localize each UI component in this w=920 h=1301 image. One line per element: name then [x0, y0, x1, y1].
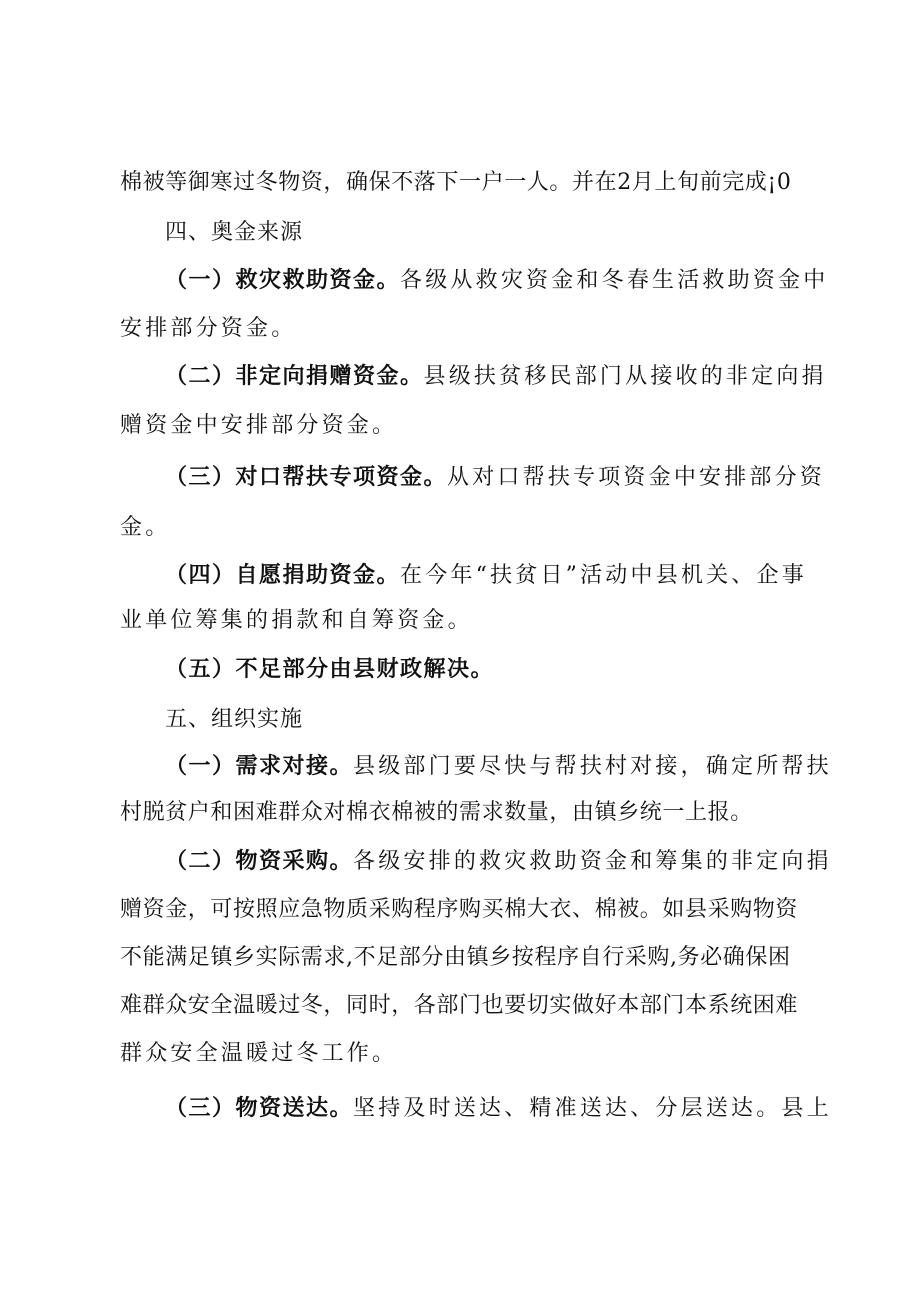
item-body: 各级从救灾资金和冬春生活救助资金中	[400, 268, 829, 293]
paragraph-line: 群众安全温暖过冬工作。	[120, 1041, 398, 1066]
paragraph-funding-1	[165, 266, 829, 296]
section-heading-funding-source: 四、奥金来源	[165, 220, 304, 245]
paragraph-line: 村脱贫户和困难群众对棉衣棉被的需求数量，由镇乡统一上报。	[120, 800, 753, 825]
paragraph-funding-3	[165, 463, 826, 493]
item-body: 县级部门要尽快与帮扶村对接，确定所帮扶	[353, 754, 832, 779]
paragraph-implementation-3	[165, 1094, 832, 1124]
paragraph-line: 安排部分资金。	[120, 316, 297, 341]
paragraph-implementation-2	[165, 847, 832, 877]
paragraph-line: 业单位筹集的捐款和自筹资金。	[120, 608, 473, 633]
item-title: （二）非定向捐赠资金。	[165, 364, 424, 389]
section-heading-implementation: 五、组织实施	[165, 707, 304, 732]
item-title: （三）物资送达。	[165, 1096, 354, 1121]
continuation-line: 棉被等御寒过冬物资，确保不落下一户一人。并在2月上旬前完成¡0	[120, 170, 792, 195]
paragraph-funding-4	[165, 561, 820, 591]
item-body: 各级安排的救灾救助资金和筹集的非定向捐	[353, 849, 832, 874]
item-title: （二）物资采购。	[165, 849, 354, 874]
paragraph-line: 赠资金中安排部分资金。	[120, 413, 398, 438]
paragraph-line: 难群众安全温暖过冬，同时，各部门也要切实做好本部门本系统困难	[120, 993, 799, 1018]
paragraph-funding-2	[165, 362, 827, 392]
item-title: （一）需求对接。	[165, 754, 354, 779]
paragraph-line: 赠资金，可按照应急物质采购程序购买棉大衣、棉被。如县采购物资	[120, 897, 799, 922]
paragraph-funding-5	[165, 655, 820, 685]
item-title: （三）对口帮扶专项资金。	[165, 465, 448, 490]
paragraph-line: 不能满足镇乡实际需求,不足部分由镇乡按程序自行采购,务必确保困	[120, 945, 791, 970]
item-title: （一）救灾救助资金。	[165, 268, 401, 293]
item-body: 在今年“扶贫日”活动中县机关、企事	[400, 563, 807, 588]
item-title: （五）不足部分由县财政解决。	[165, 657, 495, 682]
paragraph-implementation-1	[165, 752, 832, 782]
item-body: 县级扶贫移民部门从接收的非定向捐	[423, 364, 827, 389]
paragraph-line: 金。	[120, 515, 171, 540]
item-body: 坚持及时送达、精准送达、分层送达。县上	[353, 1096, 832, 1121]
item-body: 从对口帮扶专项资金中安排部分资	[447, 465, 826, 490]
item-title: （四）自愿捐助资金。	[165, 563, 401, 588]
